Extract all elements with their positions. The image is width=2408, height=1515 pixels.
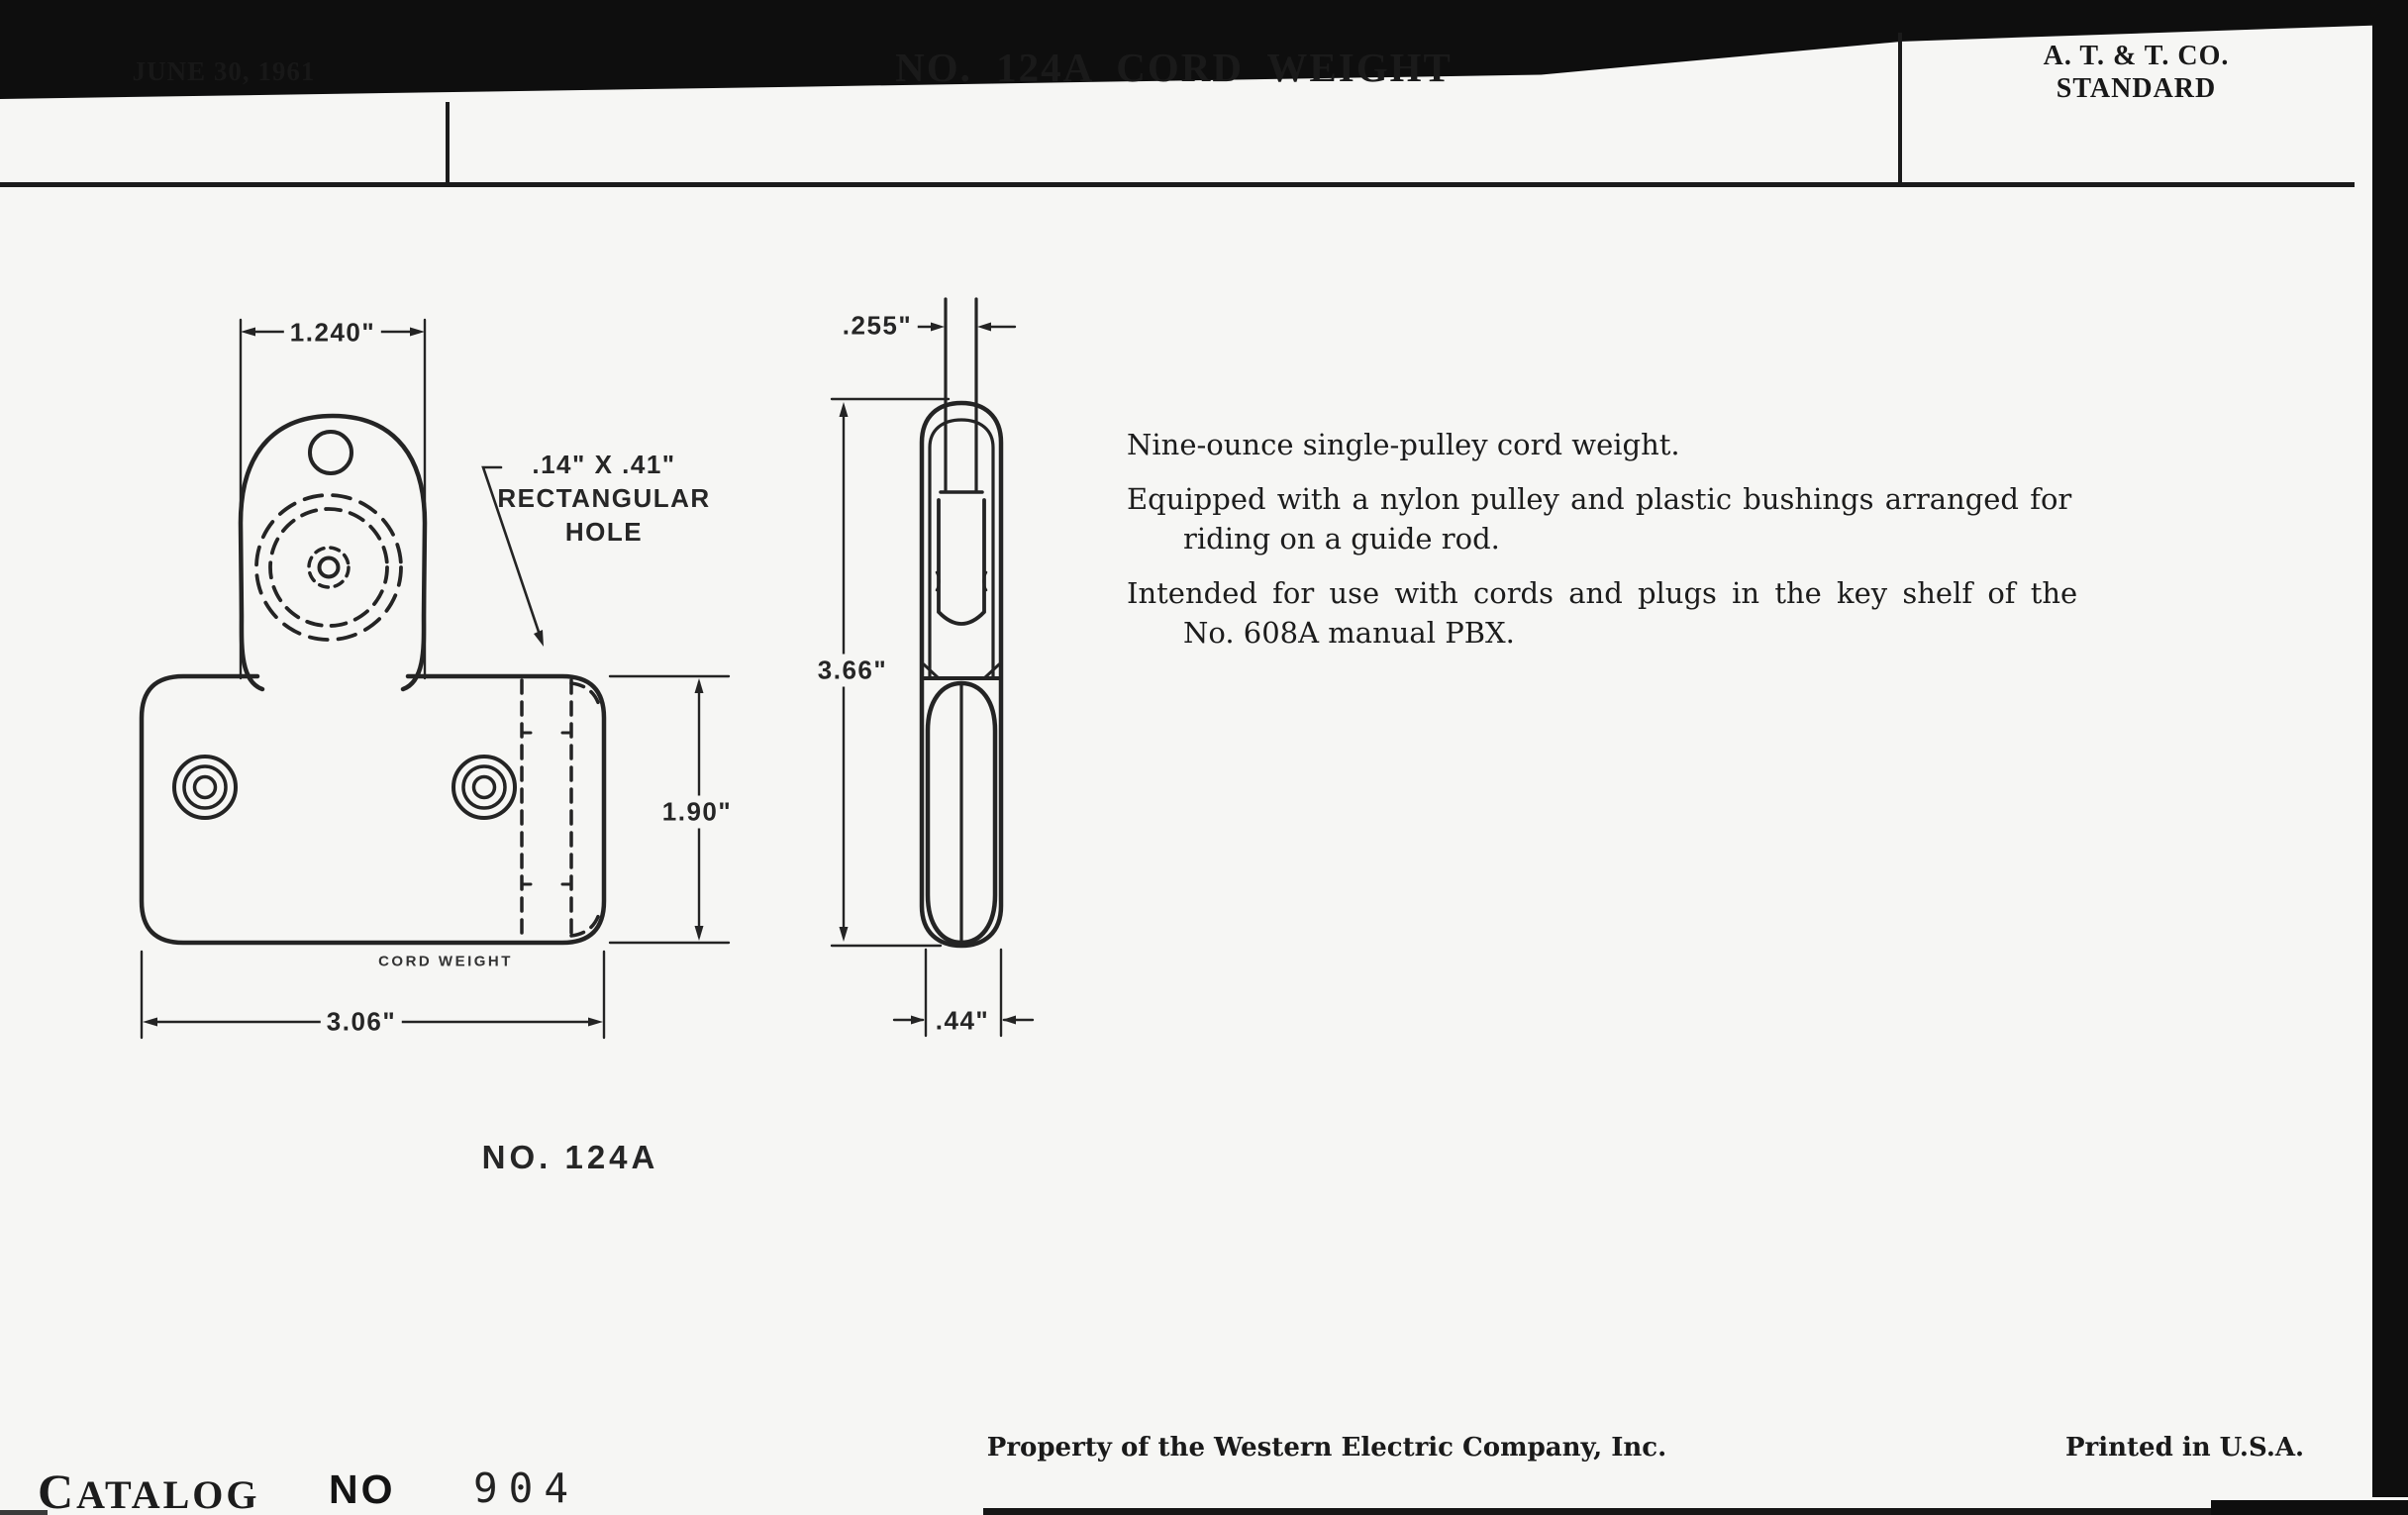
property-line: Property of the Western Electric Company, Inc. <box>986 1433 1667 1463</box>
description-block <box>1127 425 2228 667</box>
page-title: NO. 124A CORD WEIGHT <box>895 45 1453 90</box>
hole-label-line2: RECTANGULAR <box>497 483 711 513</box>
header-divider-left <box>446 102 450 184</box>
header-date: JUNE 30, 1961 <box>132 56 316 86</box>
hole-label-line1: .14" X .41" <box>532 450 676 479</box>
description-line: Intended for use with cords and plugs in the key shelf of the <box>1127 576 2078 610</box>
scan-band-right <box>2372 6 2408 1497</box>
description-paragraph <box>1127 479 2228 558</box>
description-paragraph <box>1127 573 2228 653</box>
dim-thickness: .44" <box>930 1005 995 1038</box>
catalog-label: CATALOG <box>38 1464 260 1515</box>
printed-line: Printed in U.S.A. <box>2065 1433 2305 1463</box>
rivet-right <box>453 757 515 818</box>
scan-band-bottom <box>983 1508 2233 1515</box>
header-org-line1: A. T. & T. CO. <box>2043 41 2230 71</box>
rectangular-hole-label <box>497 448 710 549</box>
description-paragraph <box>1127 425 2228 464</box>
header-org <box>1900 40 2372 105</box>
catalog-number-stamp: 904 <box>473 1464 580 1512</box>
dim-slot-width: .255" <box>837 310 918 343</box>
front-view-drawing <box>142 320 729 1038</box>
dim-width-top: 1.240" <box>284 317 381 350</box>
header-org-line2: STANDARD <box>2056 73 2217 104</box>
rivet-left <box>174 757 236 818</box>
description-line: Equipped with a nylon pulley and plastic bushings arranged for <box>1127 482 2072 516</box>
scan-band-bottom-right <box>2211 1500 2408 1515</box>
cord-weight-annotation: CORD WEIGHT <box>378 953 513 970</box>
description-line: Nine-ounce single-pulley cord weight. <box>1127 428 1680 461</box>
catalog-no-stamp: NO <box>329 1466 396 1512</box>
description-line: No. 608A manual PBX. <box>1183 616 1515 650</box>
dim-height-side: 3.66" <box>812 655 893 687</box>
hole-label-line3: HOLE <box>564 517 644 547</box>
description-line: riding on a guide rod. <box>1183 522 1500 556</box>
figure-caption: NO. 124A <box>481 1139 659 1175</box>
dim-width-bottom: 3.06" <box>321 1006 402 1039</box>
technical-drawing <box>59 178 1109 1089</box>
dim-height-front: 1.90" <box>656 796 738 829</box>
